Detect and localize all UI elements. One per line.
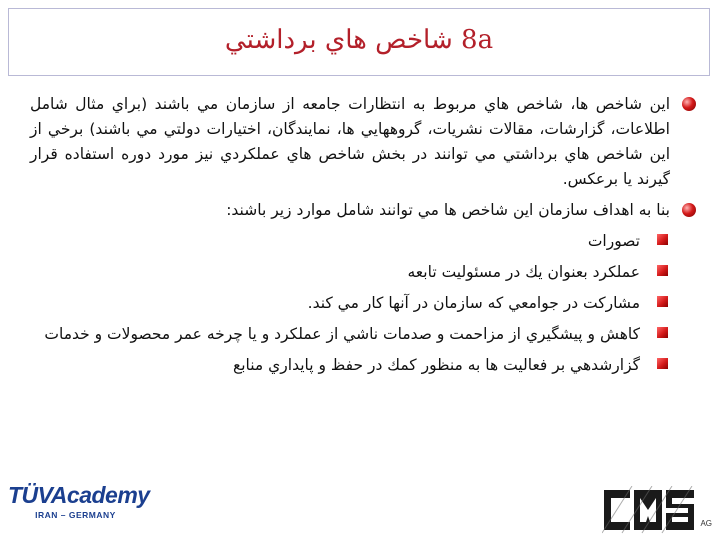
square-bullet-icon [657, 358, 668, 369]
square-bullet-icon [657, 234, 668, 245]
cms-logo-icon [602, 486, 697, 534]
square-bullet-icon [657, 265, 668, 276]
sub-item [30, 260, 698, 285]
slide-title: 8a شاخص هاي برداشتي [224, 25, 494, 55]
cms-logo [602, 486, 712, 534]
sub-item-text: مشاركت در جوامعي كه سازمان در آنها كار مي كند. [307, 294, 640, 312]
tuv-academy-subtitle: IRAN – GERMANY [35, 510, 116, 520]
sub-item [30, 229, 698, 254]
tuv-academy-wordmark: TÜVAcademy [8, 482, 150, 508]
bullet-text: اين شاخص ها، شاخص هاي مربوط به انتظارات جامعه از سازمان مي باشند (براي مثال شامل اطلاعات، گزارشات، مقالات نشريات، گروههايي ها، نمايندگان، اختيارات دولتي مي باشند) برخي از اين شاخص هاي برداشتي مي توانند در بخش شاخص هاي عملكردي نيز مورد دوره استفاده قرار گيرند يا برعكس. [30, 95, 670, 188]
title-box [8, 8, 710, 76]
slide-content [30, 92, 698, 378]
tuv-academy-logo [8, 482, 150, 528]
bullet-item [30, 92, 698, 192]
square-bullet-icon [657, 327, 668, 338]
sub-item-text: عملكرد بعنوان يك در مسئوليت تابعه [407, 263, 640, 281]
sub-item-text: كاهش و پيشگيري از مزاحمت و صدمات ناشي از عملكرد و يا چرخه عمر محصولات و خدمات [44, 325, 640, 343]
bullet-dot-icon [682, 97, 696, 111]
sub-item [30, 322, 698, 347]
sub-item-text: تصورات [587, 232, 640, 250]
cms-logo-suffix: AG [700, 519, 712, 528]
bullet-text: بنا به اهداف سازمان اين شاخص ها مي توانند شامل موارد زير باشند: [226, 201, 670, 219]
square-bullet-icon [657, 296, 668, 307]
bullet-item [30, 198, 698, 223]
sub-item [30, 353, 698, 378]
sub-item-text: گزارشدهي بر فعاليت ها به منظور كمك در حفظ و پايداري منابع [232, 356, 640, 374]
bullet-dot-icon [682, 203, 696, 217]
sub-item [30, 291, 698, 316]
